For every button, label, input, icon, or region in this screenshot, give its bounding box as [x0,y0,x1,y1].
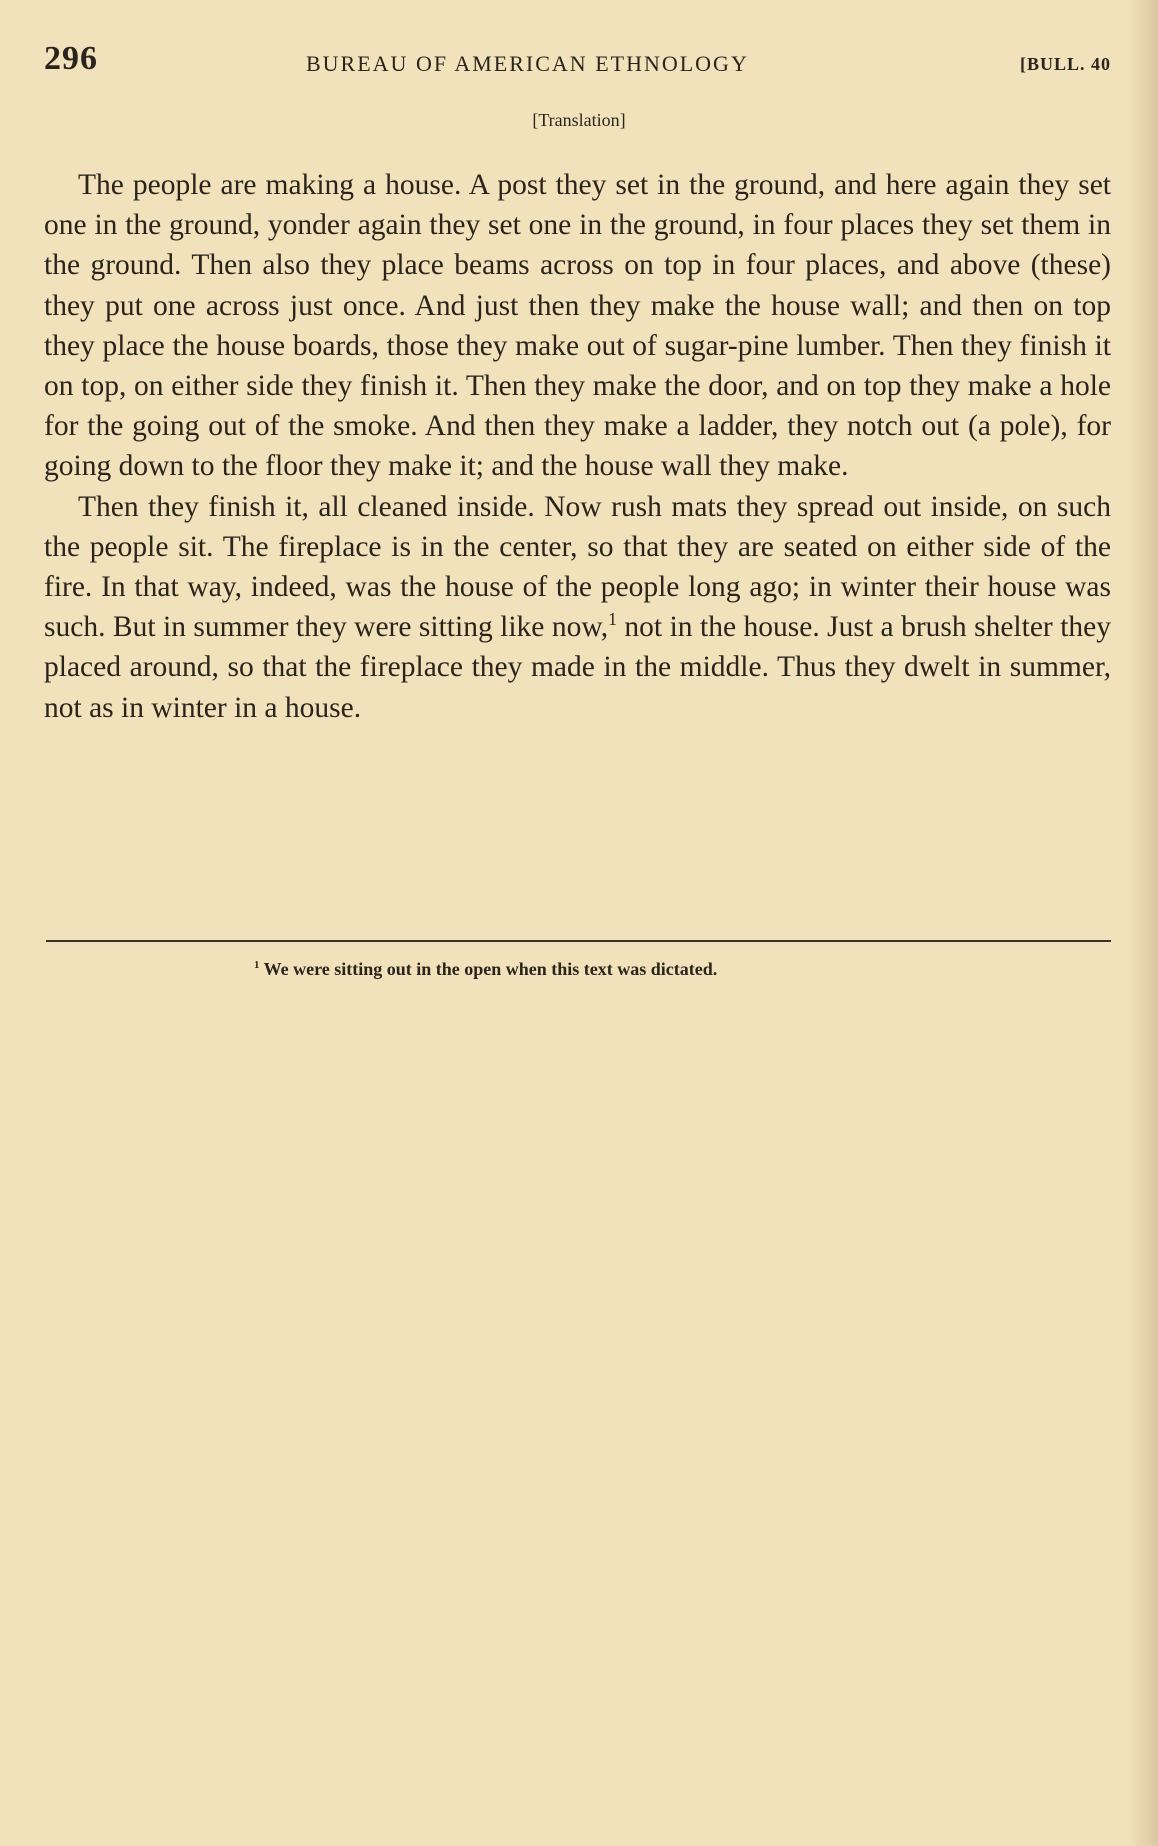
paragraph-2 [44,487,1111,728]
footnote [254,959,717,980]
section-label: [Translation] [532,110,626,130]
paragraph-1: The people are making a house. A post they set in the ground, and here again they set one in the ground, yonder again they set one in the ground, in four places they set them in the ground. Then also they place beams across on top in four places, and above (these) they put one across just once. And just then they make the house wall; and then on top they place the house boards, those they make out of sugar-pine lumber. Then they finish it on top, on either side they finish it. Then they make the door, and on top they make a hole for the going out of the smoke. And then they make a ladder, they notch out (a pole), for going down to the floor they make it; and the house wall they make. [44,169,1111,483]
running-title: BUREAU OF AMERICAN ETHNOLOGY [306,51,749,76]
bulletin-number: [BULL. 40 [1019,54,1111,74]
footnote-marker: 1 [254,959,260,971]
page-edge-shadow [1128,0,1158,1846]
body-text [44,165,1111,728]
footnote-text: We were sitting out in the open when this text was dictated. [259,959,718,979]
running-head [44,40,1111,84]
footnote-rule [46,940,1111,942]
paragraph-2-text-start: Then they finish it, all cleaned inside. Now rush mats they spread out inside, on such the people sit. The fireplace is in the center, so that they are seated on either side of the fire. In that way, indeed, was the house of the people long ago; in winter their house was such. But in summer they were sitting like now, [44,490,1111,644]
footnote-reference: 1 [608,609,617,630]
paragraph-2-text-end: not in the house. Just a brush shelter they placed around, so that the fireplace they made in the middle. Thus they dwelt in summer, not as in winter in a house. [44,611,1111,724]
page-number: 296 [44,40,98,77]
